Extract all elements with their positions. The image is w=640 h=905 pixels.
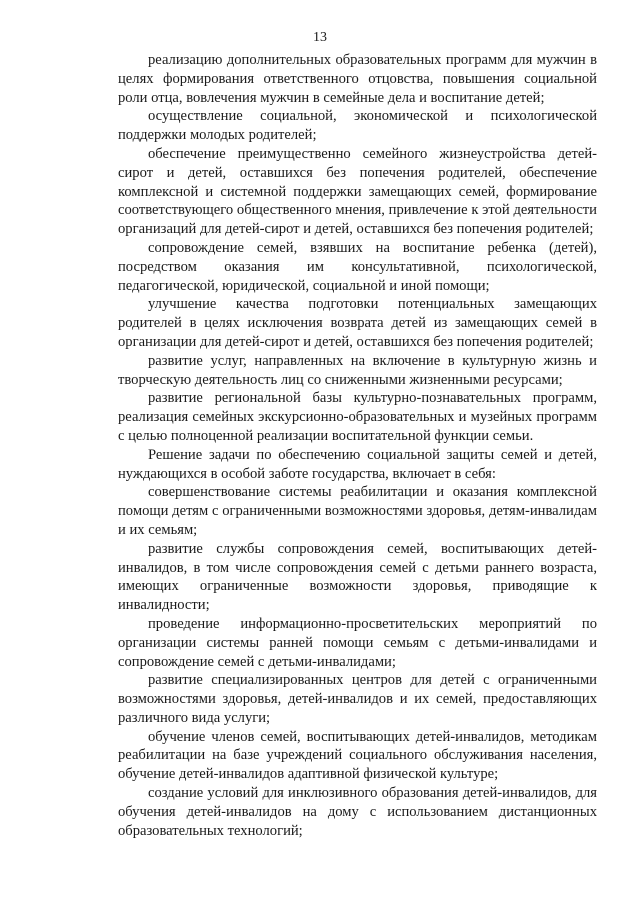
- paragraph: сопровождение семей, взявших на воспитание ребенка (детей), посредством оказания им консультативной, психологической, педагогической, юридической, социальной и иной помощи;: [118, 239, 597, 294]
- paragraph: реализацию дополнительных образовательных программ для мужчин в целях формирования ответственного отцовства, повышения социальной роли отца, вовлечения мужчин в семейные дела и воспитание детей;: [118, 52, 597, 106]
- paragraph: осуществление социальной, экономической и психологической поддержки молодых родителей;: [118, 108, 597, 144]
- paragraph: обучение членов семей, воспитывающих детей-инвалидов, методикам реабилитации на базе учреждений социального обслуживания населения, обучение детей-инвалидов адаптивной физической культуре;: [118, 728, 597, 783]
- paragraph: развитие услуг, направленных на включение в культурную жизнь и творческую деятельность лиц со сниженными жизненными ресурсами;: [118, 352, 597, 388]
- paragraph: развитие службы сопровождения семей, воспитывающих детей-инвалидов, в том числе сопровождения семей с детьми раннего возраста, имеющих ограниченные возможности здоровья, приводящие к инвалидности;: [118, 540, 597, 614]
- paragraph: совершенствование системы реабилитации и оказания комплексной помощи детям с ограниченными возможностями здоровья, детям-инвалидам и их семьям;: [118, 484, 597, 538]
- paragraph: обеспечение преимущественно семейного жизнеустройства детей-сирот и детей, оставшихся без попечения родителей, обеспечение комплексной и системной поддержки замещающих семей, формирование соответствующего общественного мнения, привлечение к этой деятельности организаций для детей-сирот и детей, оставшихся без попечения родителей;: [118, 145, 597, 238]
- paragraph: проведение информационно-просветительских мероприятий по организации системы ранней помощи семьям с детьми-инвалидами и сопровождение семей с детьми-инвалидами;: [118, 615, 597, 670]
- paragraph: развитие региональной базы культурно-познавательных программ, реализация семейных экскурсионно-образовательных и музейных программ с целью полноценной реализации воспитательной функции семьи.: [118, 390, 597, 444]
- document-body: [118, 51, 597, 840]
- paragraph: развитие специализированных центров для детей с ограниченными возможностями здоровья, детей-инвалидов и их семей, предоставляющих различного вида услуги;: [118, 672, 597, 726]
- page-number: 13: [313, 30, 327, 45]
- paragraph: создание условий для инклюзивного образования детей-инвалидов, для обучения детей-инвалидов на дому с использованием дистанционных образовательных технологий;: [118, 785, 597, 839]
- paragraph: Решение задачи по обеспечению социальной защиты семей и детей, нуждающихся в особой заботе государства, включает в себя:: [118, 446, 597, 482]
- paragraph: улучшение качества подготовки потенциальных замещающих родителей в целях исключения возврата детей из замещающих семей в организации для детей-сирот и детей, оставшихся без попечения родителей;: [118, 296, 597, 350]
